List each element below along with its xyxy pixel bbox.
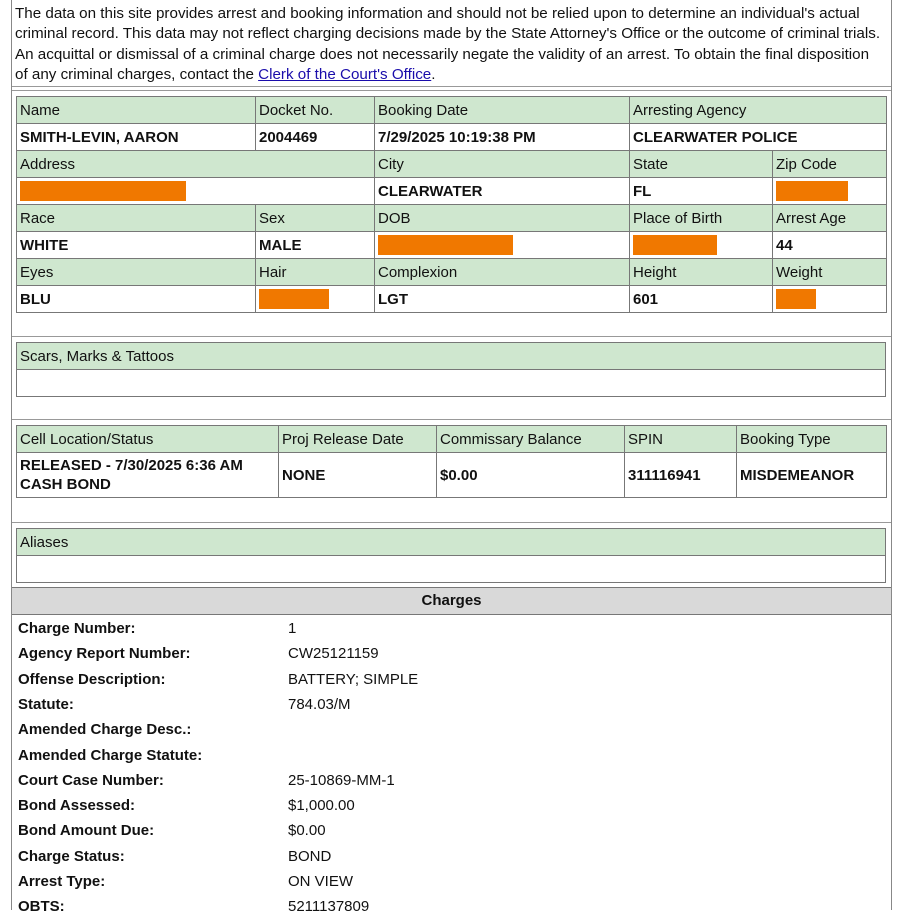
redaction-mark bbox=[378, 235, 513, 255]
agency-label: Arresting Agency bbox=[630, 97, 887, 124]
charge-field-label: OBTS: bbox=[18, 898, 65, 916]
weight-value bbox=[773, 286, 887, 313]
redaction-mark bbox=[776, 289, 816, 309]
commissary-label: Commissary Balance bbox=[437, 426, 625, 453]
hair-label: Hair bbox=[256, 259, 375, 286]
release-date-value: NONE bbox=[279, 453, 437, 498]
charge-row bbox=[18, 873, 878, 898]
charge-row bbox=[18, 721, 878, 746]
pob-label: Place of Birth bbox=[630, 205, 773, 232]
scars-value bbox=[17, 370, 886, 397]
commissary-value: $0.00 bbox=[437, 453, 625, 498]
dob-label: DOB bbox=[375, 205, 630, 232]
address-value bbox=[17, 178, 375, 205]
aliases-value bbox=[17, 556, 886, 583]
docket-value: 2004469 bbox=[256, 124, 375, 151]
charge-field-label: Bond Assessed: bbox=[18, 797, 135, 815]
pob-value bbox=[630, 232, 773, 259]
charge-field-value: ON VIEW bbox=[288, 873, 354, 890]
cell-location-bond: CASH BOND bbox=[20, 476, 111, 493]
hair-value bbox=[256, 286, 375, 313]
charge-row bbox=[18, 747, 878, 772]
charge-field-value: CW25121159 bbox=[288, 645, 379, 663]
spin-label: SPIN bbox=[625, 426, 737, 453]
charge-row bbox=[18, 822, 878, 847]
disclaimer-text: The data on this site provides arrest and booking information and should not be relied upon to determine an individual's actual criminal record. This data may not reflect charging decisions made by the State Attorney's Office or the outcome of criminal trials. An acquittal or dismissal of a criminal charge does not necessarily negate the validity of an arrest. To obtain the final disposition of any criminal charges, contact the bbox=[15, 5, 881, 83]
charge-field-label: Charge Status: bbox=[18, 847, 125, 865]
charge-field-value: 1 bbox=[288, 620, 297, 637]
height-label: Height bbox=[630, 259, 773, 286]
zip-value bbox=[773, 178, 887, 205]
charge-row bbox=[18, 620, 878, 645]
arrest-age-label: Arrest Age bbox=[773, 205, 887, 232]
divider bbox=[12, 419, 891, 420]
charges-header: Charges bbox=[12, 587, 891, 615]
state-label: State bbox=[630, 151, 773, 178]
charge-field-label: Amended Charge Statute: bbox=[18, 746, 203, 764]
eyes-value: BLU bbox=[17, 286, 256, 313]
name-label: Name bbox=[17, 97, 256, 124]
charge-field-label: Agency Report Number: bbox=[18, 645, 191, 663]
scars-section bbox=[16, 342, 886, 397]
aliases-label: Aliases bbox=[17, 529, 886, 556]
name-value: SMITH-LEVIN, AARON bbox=[17, 124, 256, 151]
charge-field-label: Charge Number: bbox=[18, 620, 136, 637]
cell-location-status: RELEASED - 7/30/2025 6:36 AM bbox=[20, 457, 243, 474]
charge-field-label: Offense Description: bbox=[18, 670, 166, 688]
cell-status-section bbox=[16, 425, 886, 498]
booking-date-value: 7/29/2025 10:19:38 PM bbox=[375, 124, 630, 151]
redaction-mark bbox=[776, 181, 848, 201]
cell-location-value bbox=[17, 453, 279, 498]
sex-value: MALE bbox=[256, 232, 375, 259]
charge-field-label: Court Case Number: bbox=[18, 771, 164, 789]
charge-row bbox=[18, 797, 878, 822]
charge-row bbox=[18, 898, 878, 923]
city-label: City bbox=[375, 151, 630, 178]
charge-row bbox=[18, 671, 878, 696]
charge-field-value: BATTERY; SIMPLE bbox=[288, 670, 419, 688]
charge-row bbox=[18, 645, 878, 670]
aliases-section bbox=[16, 528, 886, 583]
booking-type-label: Booking Type bbox=[737, 426, 887, 453]
disclaimer bbox=[15, 4, 885, 85]
booking-type-value: MISDEMEANOR bbox=[737, 453, 887, 498]
weight-label: Weight bbox=[773, 259, 887, 286]
charge-row bbox=[18, 772, 878, 797]
state-value: FL bbox=[630, 178, 773, 205]
complexion-label: Complexion bbox=[375, 259, 630, 286]
charge-field-label: Bond Amount Due: bbox=[18, 822, 155, 840]
charge-row bbox=[18, 696, 878, 721]
redaction-mark bbox=[20, 181, 186, 201]
height-value: 601 bbox=[630, 286, 773, 313]
charge-field-value: $1,000.00 bbox=[288, 797, 355, 815]
race-label: Race bbox=[17, 205, 256, 232]
dob-value bbox=[375, 232, 630, 259]
zip-label: Zip Code bbox=[773, 151, 887, 178]
scars-label: Scars, Marks & Tattoos bbox=[17, 343, 886, 370]
redaction-mark bbox=[259, 289, 329, 309]
charge-field-value: BOND bbox=[288, 847, 332, 865]
redaction-mark bbox=[633, 235, 717, 255]
cell-location-label: Cell Location/Status bbox=[17, 426, 279, 453]
charge-field-label: Statute: bbox=[18, 695, 74, 713]
agency-value: CLEARWATER POLICE bbox=[630, 124, 887, 151]
clerk-of-court-link[interactable]: Clerk of the Court's Office bbox=[258, 65, 432, 83]
page bbox=[11, 0, 892, 916]
charge-field-label: Arrest Type: bbox=[18, 873, 106, 890]
charge-field-value: 784.03/M bbox=[288, 695, 351, 713]
charge-field-label: Amended Charge Desc.: bbox=[18, 721, 192, 739]
charge-field-value: $0.00 bbox=[288, 822, 326, 840]
race-value: WHITE bbox=[17, 232, 256, 259]
divider bbox=[12, 90, 891, 91]
booking-details bbox=[16, 96, 886, 313]
spin-value: 311116941 bbox=[625, 453, 737, 498]
address-label: Address bbox=[17, 151, 375, 178]
arrest-age-value: 44 bbox=[773, 232, 887, 259]
complexion-value: LGT bbox=[375, 286, 630, 313]
charge-field-value: 5211137809 bbox=[288, 898, 370, 916]
docket-label: Docket No. bbox=[256, 97, 375, 124]
charge-field-value: 25-10869-MM-1 bbox=[288, 771, 395, 789]
sex-label: Sex bbox=[256, 205, 375, 232]
booking-date-label: Booking Date bbox=[375, 97, 630, 124]
release-date-label: Proj Release Date bbox=[279, 426, 437, 453]
divider bbox=[12, 522, 891, 523]
city-value: CLEARWATER bbox=[375, 178, 630, 205]
charge-row bbox=[18, 848, 878, 873]
disclaimer-end: . bbox=[431, 65, 436, 83]
divider bbox=[12, 86, 891, 87]
eyes-label: Eyes bbox=[17, 259, 256, 286]
divider bbox=[12, 336, 891, 337]
